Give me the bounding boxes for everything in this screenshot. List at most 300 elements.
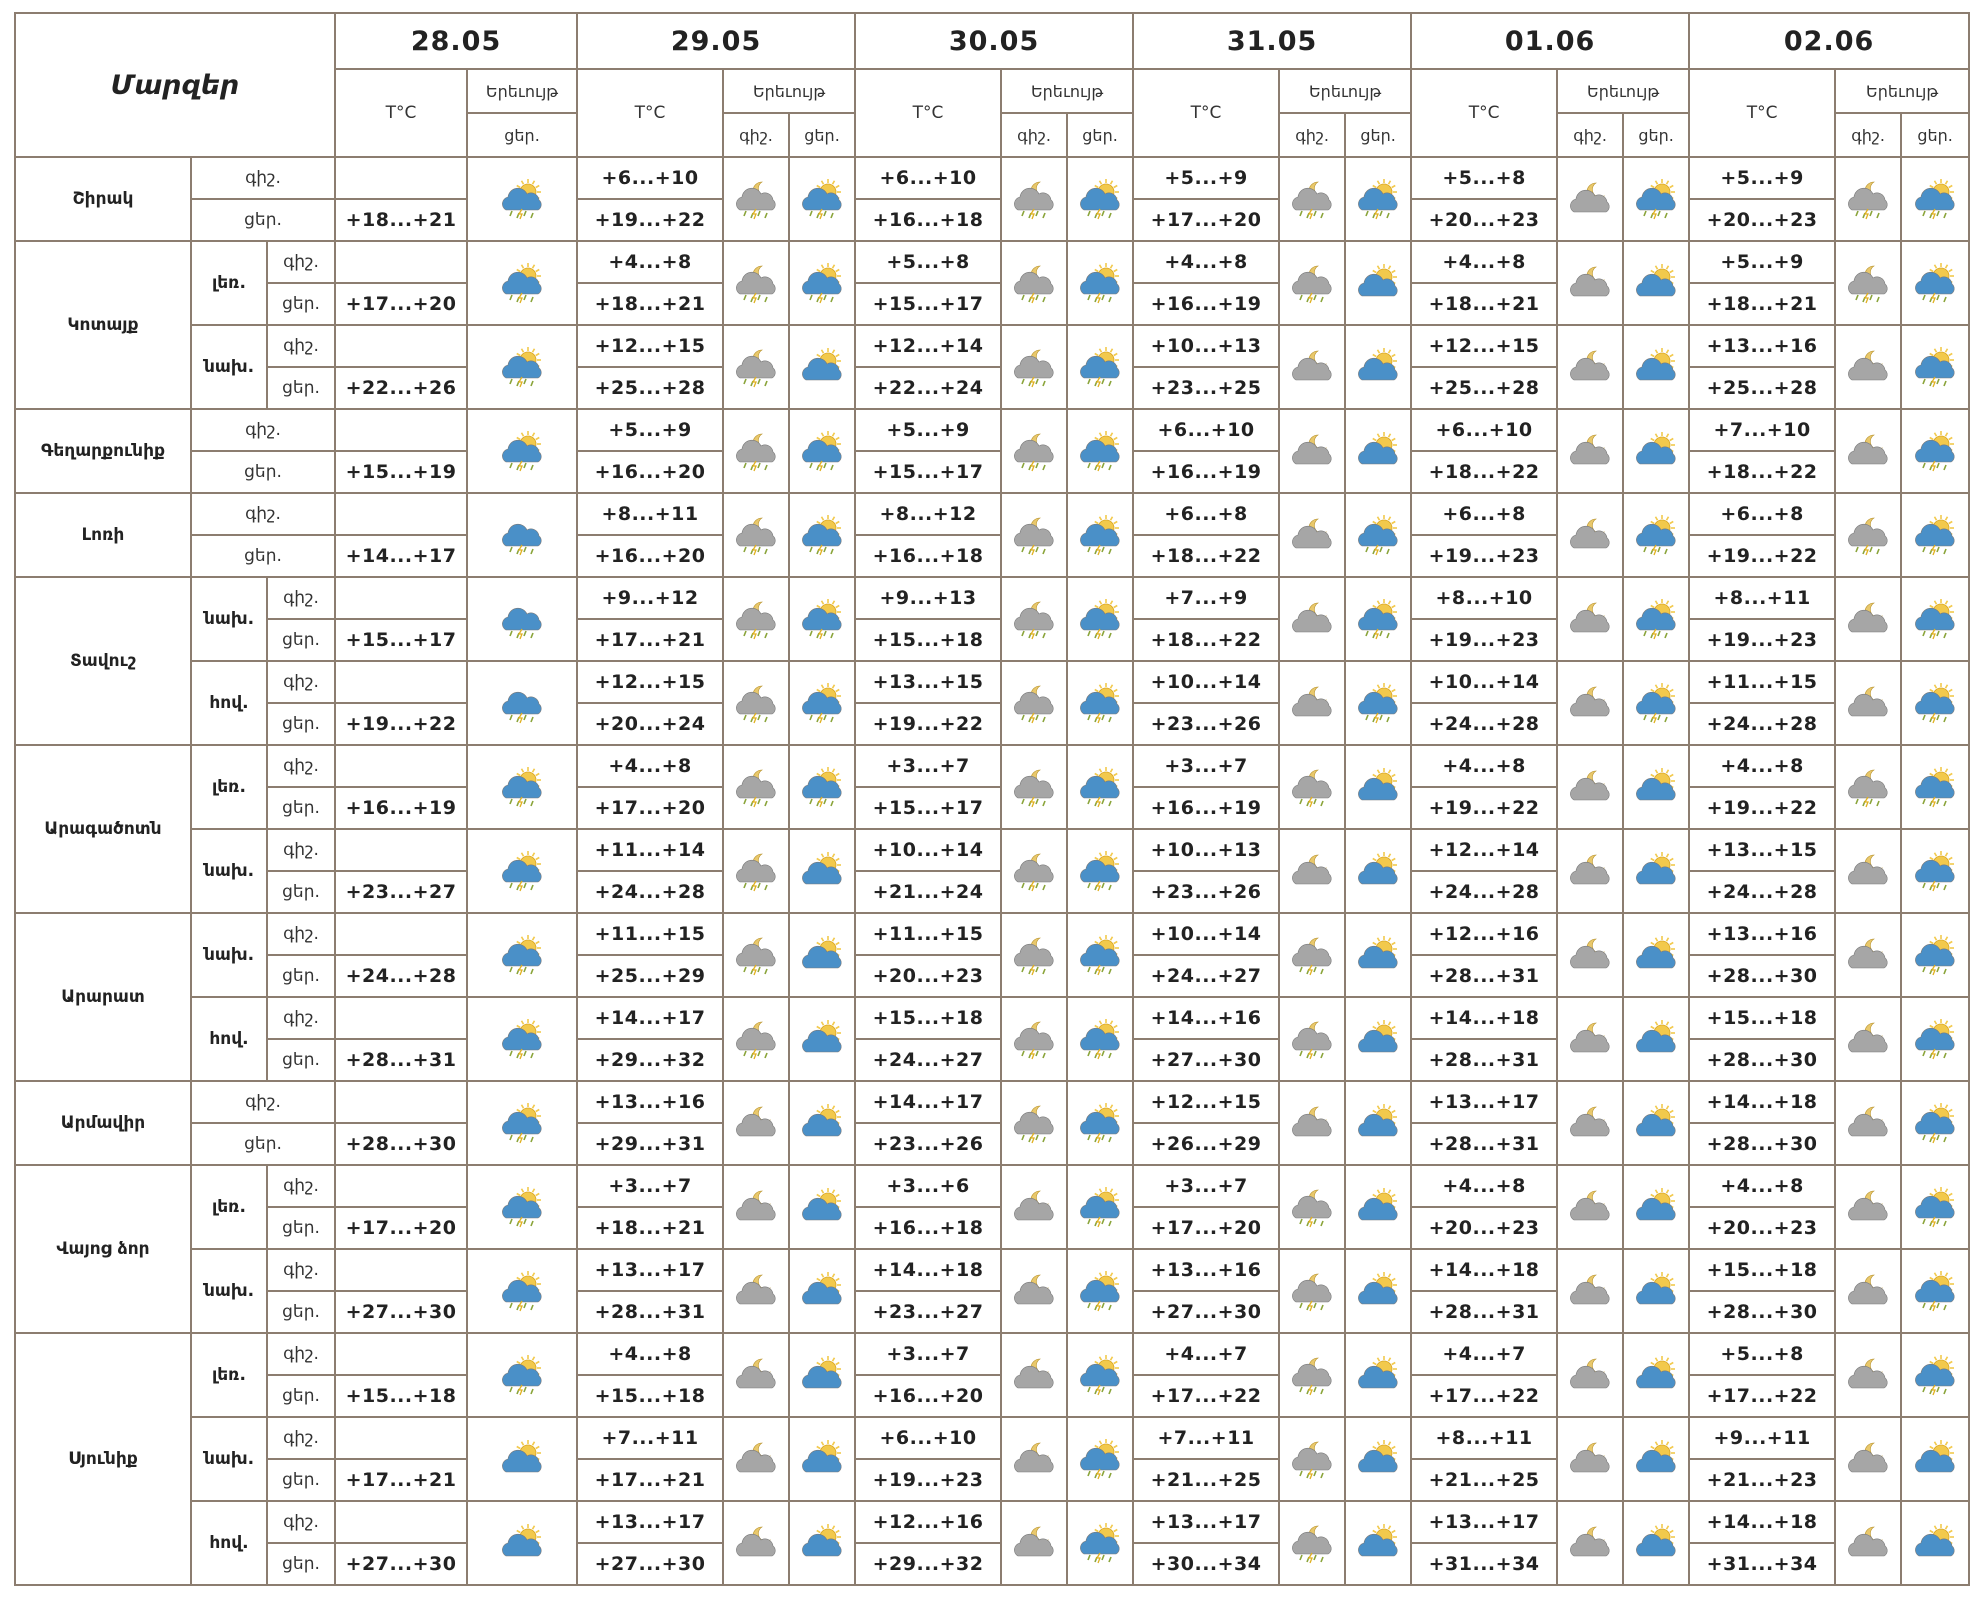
temperature-cell: +15...+18 — [1689, 1249, 1835, 1291]
sun-cloud-icon — [1623, 829, 1689, 913]
table-row — [15, 1333, 1969, 1375]
sun-cloud-icon — [1901, 1501, 1969, 1585]
cloud-moon-icon — [1557, 913, 1623, 997]
sun-cloud-icon — [467, 1417, 577, 1501]
temperature-cell: +3...+7 — [1133, 1165, 1279, 1207]
cloud-moon-icon — [1557, 577, 1623, 661]
period-label: ցեր. — [267, 1207, 335, 1249]
temperature-cell: +15...+17 — [335, 619, 467, 661]
temperature-cell: +18...+22 — [1133, 619, 1279, 661]
period-label: գիշ. — [191, 409, 335, 451]
temperature-cell: +15...+19 — [335, 451, 467, 493]
cloud-moon-icon — [1835, 1165, 1901, 1249]
sun-cloud-rain-icon — [789, 493, 855, 577]
temperature-cell: +12...+16 — [855, 1501, 1001, 1543]
phenomenon-header: Երեւույթ — [1835, 69, 1969, 113]
sun-cloud-rain-icon — [467, 829, 577, 913]
sun-cloud-rain-icon — [1623, 493, 1689, 577]
temperature-cell — [335, 241, 467, 283]
temperature-cell: +11...+15 — [855, 913, 1001, 955]
temperature-cell — [335, 409, 467, 451]
temperature-cell: +18...+21 — [335, 199, 467, 241]
temperature-cell: +11...+14 — [577, 829, 723, 871]
table-row — [15, 577, 1969, 619]
temperature-cell: +28...+30 — [1689, 955, 1835, 997]
cloud-moon-icon — [723, 1333, 789, 1417]
temperature-cell: +12...+14 — [855, 325, 1001, 367]
temperature-cell: +17...+22 — [1411, 1375, 1557, 1417]
table-row — [15, 493, 1969, 535]
temperature-cell: +6...+10 — [577, 157, 723, 199]
temperature-cell: +12...+15 — [577, 661, 723, 703]
temperature-cell: +28...+31 — [1411, 955, 1557, 997]
sun-cloud-rain-icon — [789, 745, 855, 829]
phenomenon-header: Երեւույթ — [723, 69, 855, 113]
cloud-moon-icon — [1001, 1165, 1067, 1249]
cloud-moon-icon — [1279, 829, 1345, 913]
sun-cloud-icon — [1345, 1249, 1411, 1333]
temperature-cell: +7...+11 — [1133, 1417, 1279, 1459]
cloud-moon-icon — [1557, 1165, 1623, 1249]
sun-cloud-icon — [1345, 325, 1411, 409]
table-row — [15, 1249, 1969, 1291]
temperature-cell: +27...+30 — [577, 1543, 723, 1585]
temperature-cell: +20...+23 — [1411, 199, 1557, 241]
temperature-cell: +17...+20 — [1133, 1207, 1279, 1249]
cloud-moon-rain-icon — [1001, 493, 1067, 577]
temperature-cell: +20...+23 — [1689, 1207, 1835, 1249]
temperature-cell: +4...+8 — [1689, 1165, 1835, 1207]
cloud-moon-rain-icon — [1835, 745, 1901, 829]
sun-cloud-rain-icon — [1067, 829, 1133, 913]
sun-cloud-icon — [789, 997, 855, 1081]
temperature-cell — [335, 157, 467, 199]
temperature-cell: +4...+8 — [1411, 1165, 1557, 1207]
sun-cloud-rain-icon — [1067, 577, 1133, 661]
period-label: գիշ. — [267, 577, 335, 619]
period-label: գիշ. — [267, 1501, 335, 1543]
temperature-cell: +14...+18 — [855, 1249, 1001, 1291]
cloud-moon-rain-icon — [1279, 745, 1345, 829]
period-label: ցեր. — [267, 1039, 335, 1081]
temperature-cell: +18...+22 — [1689, 451, 1835, 493]
cloud-moon-rain-icon — [723, 661, 789, 745]
period-label: գիշ. — [191, 157, 335, 199]
sun-cloud-rain-icon — [1067, 409, 1133, 493]
period-label: ցեր. — [191, 451, 335, 493]
temperature-cell: +20...+23 — [855, 955, 1001, 997]
temperature-cell: +20...+23 — [1689, 199, 1835, 241]
cloud-moon-icon — [723, 1081, 789, 1165]
temperature-cell: +28...+30 — [1689, 1291, 1835, 1333]
temperature-header: T°C — [1133, 69, 1279, 157]
sun-cloud-rain-icon — [467, 157, 577, 241]
cloud-moon-rain-icon — [1279, 1165, 1345, 1249]
table-row — [15, 745, 1969, 787]
cloud-moon-icon — [1557, 409, 1623, 493]
cloud-moon-rain-icon — [723, 325, 789, 409]
zone-label: հով. — [191, 997, 267, 1081]
temperature-cell: +25...+28 — [1411, 367, 1557, 409]
zone-label: նախ. — [191, 829, 267, 913]
temperature-header: T°C — [1689, 69, 1835, 157]
period-label: գիշ. — [267, 1417, 335, 1459]
cloud-moon-rain-icon — [1001, 661, 1067, 745]
temperature-cell: +15...+18 — [855, 619, 1001, 661]
temperature-cell: +24...+28 — [1411, 703, 1557, 745]
temperature-cell: +13...+17 — [1411, 1501, 1557, 1543]
temperature-cell: +15...+18 — [855, 997, 1001, 1039]
sun-cloud-icon — [1345, 1081, 1411, 1165]
cloud-moon-rain-icon — [723, 409, 789, 493]
temperature-cell — [335, 325, 467, 367]
sun-cloud-rain-icon — [1067, 661, 1133, 745]
sun-cloud-rain-icon — [1067, 157, 1133, 241]
temperature-cell — [335, 745, 467, 787]
table-row — [15, 325, 1969, 367]
sun-cloud-icon — [789, 829, 855, 913]
temperature-cell — [335, 493, 467, 535]
sun-cloud-icon — [1345, 1501, 1411, 1585]
sun-cloud-rain-icon — [789, 577, 855, 661]
cloud-moon-rain-icon — [1835, 157, 1901, 241]
period-label: գիշ. — [267, 997, 335, 1039]
table-row — [15, 661, 1969, 703]
temperature-cell: +6...+10 — [855, 157, 1001, 199]
cloud-moon-rain-icon — [1001, 325, 1067, 409]
temperature-cell: +6...+10 — [1133, 409, 1279, 451]
day-subheader: ցեր. — [1345, 113, 1411, 157]
temperature-cell: +3...+7 — [1133, 745, 1279, 787]
temperature-cell: +17...+20 — [335, 1207, 467, 1249]
temperature-cell: +9...+12 — [577, 577, 723, 619]
temperature-cell: +7...+11 — [577, 1417, 723, 1459]
cloud-moon-rain-icon — [723, 577, 789, 661]
temperature-header: T°C — [577, 69, 723, 157]
temperature-cell: +23...+27 — [855, 1291, 1001, 1333]
period-label: ցեր. — [267, 1543, 335, 1585]
temperature-cell: +19...+23 — [1411, 619, 1557, 661]
temperature-cell: +17...+22 — [1689, 1375, 1835, 1417]
temperature-cell: +13...+17 — [577, 1249, 723, 1291]
sun-cloud-icon — [789, 1417, 855, 1501]
sun-cloud-rain-icon — [1345, 493, 1411, 577]
sun-cloud-rain-icon — [1067, 325, 1133, 409]
cloud-moon-icon — [1835, 913, 1901, 997]
day-subheader: ցեր. — [1901, 113, 1969, 157]
period-label: գիշ. — [267, 745, 335, 787]
temperature-cell: +12...+15 — [1411, 325, 1557, 367]
day-subheader: ցեր. — [467, 113, 577, 157]
temperature-cell: +15...+18 — [1689, 997, 1835, 1039]
sun-cloud-rain-icon — [1067, 745, 1133, 829]
cloud-rain-icon — [467, 493, 577, 577]
sun-cloud-rain-icon — [1067, 1249, 1133, 1333]
temperature-cell: +19...+22 — [577, 199, 723, 241]
sun-cloud-icon — [789, 1165, 855, 1249]
cloud-moon-icon — [1835, 1081, 1901, 1165]
temperature-cell: +13...+17 — [1133, 1501, 1279, 1543]
sun-cloud-rain-icon — [1901, 157, 1969, 241]
cloud-moon-icon — [1557, 241, 1623, 325]
temperature-cell: +28...+31 — [1411, 1039, 1557, 1081]
temperature-cell: +23...+26 — [855, 1123, 1001, 1165]
sun-cloud-icon — [789, 1501, 855, 1585]
sun-cloud-icon — [1623, 1165, 1689, 1249]
cloud-moon-icon — [1557, 1081, 1623, 1165]
temperature-cell: +26...+29 — [1133, 1123, 1279, 1165]
temperature-cell: +3...+7 — [855, 1333, 1001, 1375]
table-row — [15, 241, 1969, 283]
sun-cloud-icon — [1345, 997, 1411, 1081]
sun-cloud-icon — [789, 1333, 855, 1417]
temperature-cell: +29...+31 — [577, 1123, 723, 1165]
cloud-moon-icon — [1279, 577, 1345, 661]
zone-label: լեռ. — [191, 241, 267, 325]
sun-cloud-icon — [1623, 1081, 1689, 1165]
zone-label: նախ. — [191, 913, 267, 997]
temperature-cell: +15...+17 — [855, 283, 1001, 325]
temperature-cell: +14...+17 — [577, 997, 723, 1039]
temperature-cell: +29...+32 — [855, 1543, 1001, 1585]
sun-cloud-rain-icon — [1901, 997, 1969, 1081]
cloud-moon-rain-icon — [1279, 913, 1345, 997]
region-name: Տավուշ — [15, 577, 191, 745]
cloud-moon-icon — [723, 1501, 789, 1585]
night-subheader: գիշ. — [1835, 113, 1901, 157]
temperature-cell: +19...+22 — [1411, 787, 1557, 829]
temperature-cell — [335, 1501, 467, 1543]
temperature-cell: +9...+13 — [855, 577, 1001, 619]
temperature-cell: +6...+8 — [1133, 493, 1279, 535]
temperature-cell: +8...+12 — [855, 493, 1001, 535]
cloud-moon-rain-icon — [723, 493, 789, 577]
zone-label: լեռ. — [191, 745, 267, 829]
period-label: գիշ. — [267, 913, 335, 955]
temperature-cell: +18...+21 — [1411, 283, 1557, 325]
sun-cloud-icon — [789, 913, 855, 997]
temperature-cell: +17...+20 — [1133, 199, 1279, 241]
cloud-moon-icon — [1835, 409, 1901, 493]
temperature-cell: +19...+22 — [855, 703, 1001, 745]
temperature-cell: +6...+10 — [855, 1417, 1001, 1459]
sun-cloud-rain-icon — [1901, 409, 1969, 493]
temperature-cell: +21...+23 — [1689, 1459, 1835, 1501]
temperature-cell: +24...+28 — [577, 871, 723, 913]
cloud-moon-rain-icon — [1835, 493, 1901, 577]
zone-label: նախ. — [191, 325, 267, 409]
cloud-moon-icon — [1557, 1417, 1623, 1501]
temperature-cell: +16...+19 — [1133, 787, 1279, 829]
cloud-moon-icon — [1557, 829, 1623, 913]
temperature-cell: +12...+15 — [577, 325, 723, 367]
temperature-cell: +13...+17 — [1411, 1081, 1557, 1123]
temperature-cell: +27...+30 — [335, 1291, 467, 1333]
cloud-moon-icon — [1001, 1501, 1067, 1585]
sun-cloud-rain-icon — [1901, 325, 1969, 409]
temperature-cell: +5...+9 — [855, 409, 1001, 451]
sun-cloud-rain-icon — [1623, 661, 1689, 745]
temperature-cell: +13...+15 — [855, 661, 1001, 703]
temperature-cell: +29...+32 — [577, 1039, 723, 1081]
temperature-cell: +30...+34 — [1133, 1543, 1279, 1585]
temperature-cell: +21...+24 — [855, 871, 1001, 913]
zone-label: նախ. — [191, 1417, 267, 1501]
temperature-cell: +5...+9 — [1689, 157, 1835, 199]
temperature-cell: +28...+31 — [577, 1291, 723, 1333]
temperature-cell: +18...+21 — [577, 1207, 723, 1249]
sun-cloud-rain-icon — [1067, 1417, 1133, 1501]
sun-cloud-rain-icon — [467, 913, 577, 997]
zone-label: հով. — [191, 661, 267, 745]
temperature-cell: +23...+26 — [1133, 871, 1279, 913]
temperature-cell: +16...+20 — [577, 451, 723, 493]
day-subheader: ցեր. — [1067, 113, 1133, 157]
cloud-moon-icon — [1557, 1333, 1623, 1417]
cloud-moon-icon — [1557, 493, 1623, 577]
phenomenon-header: Երեւույթ — [1001, 69, 1133, 113]
region-name: Վայոց ձոր — [15, 1165, 191, 1333]
temperature-cell: +19...+22 — [335, 703, 467, 745]
sun-cloud-rain-icon — [1901, 913, 1969, 997]
table-row — [15, 157, 1969, 199]
temperature-cell: +5...+8 — [1411, 157, 1557, 199]
temperature-cell: +14...+16 — [1133, 997, 1279, 1039]
temperature-cell — [335, 1417, 467, 1459]
sun-cloud-icon — [1623, 913, 1689, 997]
temperature-cell: +13...+16 — [1689, 325, 1835, 367]
temperature-cell: +4...+7 — [1411, 1333, 1557, 1375]
region-name: Գեղարքունիք — [15, 409, 191, 493]
temperature-cell: +28...+31 — [1411, 1123, 1557, 1165]
sun-cloud-rain-icon — [1067, 493, 1133, 577]
date-header: 02.06 — [1689, 13, 1969, 69]
cloud-moon-rain-icon — [1279, 157, 1345, 241]
cloud-moon-icon — [1835, 1249, 1901, 1333]
sun-cloud-icon — [1623, 1417, 1689, 1501]
night-subheader: գիշ. — [1557, 113, 1623, 157]
cloud-moon-rain-icon — [723, 241, 789, 325]
sun-cloud-icon — [1345, 829, 1411, 913]
temperature-cell: +19...+22 — [1689, 787, 1835, 829]
sun-cloud-icon — [467, 1501, 577, 1585]
temperature-cell: +24...+27 — [855, 1039, 1001, 1081]
sun-cloud-icon — [1623, 409, 1689, 493]
temperature-cell: +11...+15 — [1689, 661, 1835, 703]
period-label: գիշ. — [267, 661, 335, 703]
temperature-cell: +4...+8 — [577, 241, 723, 283]
phenomenon-header: Երեւույթ — [467, 69, 577, 113]
temperature-cell: +10...+14 — [1133, 913, 1279, 955]
sun-cloud-icon — [1345, 913, 1411, 997]
temperature-cell: +15...+18 — [335, 1375, 467, 1417]
forecast-table — [14, 12, 1970, 1586]
period-label: ցեր. — [191, 535, 335, 577]
period-label: ցեր. — [267, 955, 335, 997]
period-label: գիշ. — [267, 1165, 335, 1207]
cloud-moon-icon — [1557, 661, 1623, 745]
cloud-moon-rain-icon — [1279, 997, 1345, 1081]
period-label: գիշ. — [267, 325, 335, 367]
sun-cloud-icon — [789, 1081, 855, 1165]
temperature-cell: +8...+11 — [1689, 577, 1835, 619]
cloud-moon-icon — [723, 1249, 789, 1333]
temperature-cell: +14...+18 — [1689, 1081, 1835, 1123]
forecast-table-wrapper — [14, 12, 1970, 1586]
sun-cloud-rain-icon — [1067, 1165, 1133, 1249]
temperature-cell: +24...+27 — [1133, 955, 1279, 997]
temperature-cell: +14...+17 — [335, 535, 467, 577]
cloud-moon-rain-icon — [1279, 241, 1345, 325]
period-label: գիշ. — [191, 493, 335, 535]
temperature-cell: +23...+26 — [1133, 703, 1279, 745]
sun-cloud-icon — [1623, 997, 1689, 1081]
sun-cloud-rain-icon — [1067, 1501, 1133, 1585]
sun-cloud-rain-icon — [789, 409, 855, 493]
cloud-moon-rain-icon — [1001, 241, 1067, 325]
cloud-moon-icon — [1835, 325, 1901, 409]
temperature-cell: +4...+8 — [577, 1333, 723, 1375]
temperature-cell: +7...+10 — [1689, 409, 1835, 451]
table-row — [15, 1081, 1969, 1123]
sun-cloud-icon — [789, 325, 855, 409]
zone-label: հով. — [191, 1501, 267, 1585]
sun-cloud-rain-icon — [467, 1165, 577, 1249]
cloud-moon-rain-icon — [1001, 829, 1067, 913]
cloud-moon-rain-icon — [723, 745, 789, 829]
temperature-cell: +19...+23 — [1411, 535, 1557, 577]
period-label: ցեր. — [267, 1459, 335, 1501]
cloud-moon-icon — [1557, 157, 1623, 241]
regions-header: Մարզեր — [15, 13, 335, 157]
sun-cloud-rain-icon — [1623, 577, 1689, 661]
period-label: ցեր. — [267, 703, 335, 745]
sun-cloud-icon — [1345, 1417, 1411, 1501]
sun-cloud-rain-icon — [1067, 913, 1133, 997]
sun-cloud-rain-icon — [1901, 661, 1969, 745]
cloud-moon-rain-icon — [723, 157, 789, 241]
temperature-cell: +25...+28 — [577, 367, 723, 409]
cloud-moon-icon — [1835, 577, 1901, 661]
temperature-cell: +24...+28 — [1411, 871, 1557, 913]
forecast-body — [15, 157, 1969, 1585]
temperature-cell: +8...+11 — [1411, 1417, 1557, 1459]
sun-cloud-rain-icon — [789, 661, 855, 745]
cloud-rain-icon — [467, 577, 577, 661]
temperature-cell: +31...+34 — [1411, 1543, 1557, 1585]
sun-cloud-icon — [1345, 241, 1411, 325]
table-row — [15, 913, 1969, 955]
cloud-moon-icon — [723, 1417, 789, 1501]
temperature-cell: +5...+9 — [1689, 241, 1835, 283]
temperature-cell: +27...+30 — [1133, 1039, 1279, 1081]
sun-cloud-rain-icon — [1901, 1081, 1969, 1165]
temperature-cell: +19...+22 — [1689, 535, 1835, 577]
temperature-cell: +16...+20 — [855, 1375, 1001, 1417]
cloud-moon-rain-icon — [1001, 913, 1067, 997]
phenomenon-header: Երեւույթ — [1557, 69, 1689, 113]
temperature-cell: +4...+8 — [1411, 745, 1557, 787]
temperature-cell: +5...+8 — [1689, 1333, 1835, 1375]
cloud-moon-icon — [1835, 661, 1901, 745]
sun-cloud-rain-icon — [1067, 997, 1133, 1081]
sun-cloud-icon — [1623, 1249, 1689, 1333]
sun-cloud-rain-icon — [1067, 1081, 1133, 1165]
cloud-moon-icon — [1557, 1249, 1623, 1333]
date-header: 31.05 — [1133, 13, 1411, 69]
temperature-cell — [335, 913, 467, 955]
sun-cloud-rain-icon — [789, 157, 855, 241]
